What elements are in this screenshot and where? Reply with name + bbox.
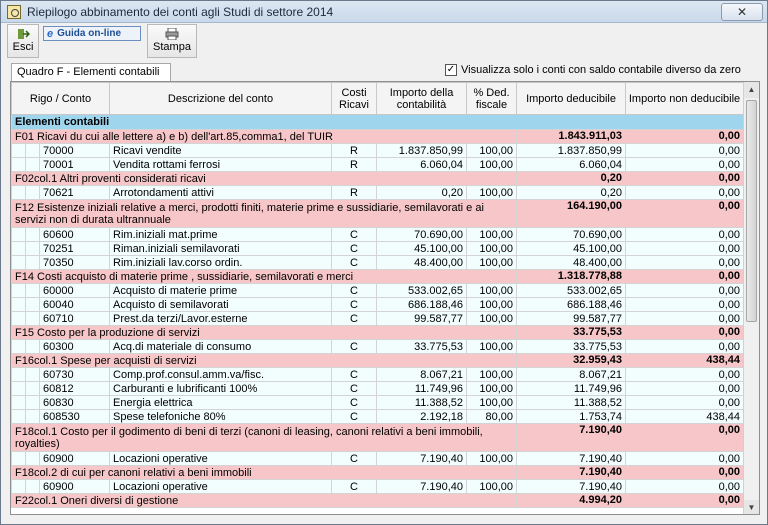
ded-fiscale-pct: 100,00 xyxy=(467,452,517,466)
stampa-label: Stampa xyxy=(153,41,191,53)
account-code: 70621 xyxy=(40,186,110,200)
stampa-button[interactable] xyxy=(147,24,197,58)
importo-deducibile: 70.690,00 xyxy=(517,228,626,242)
importo-contabilita: 7.190,40 xyxy=(377,452,467,466)
account-code: 608530 xyxy=(40,410,110,424)
importo-non-deducibile: 0,00 xyxy=(626,228,744,242)
costi-ricavi-flag: C xyxy=(332,410,377,424)
group-description: F12 Esistenze iniziali relative a merci, prodotti finiti, materie prime e sussidiarie, semilavorati e ai servizi non di durata ultrannuale xyxy=(12,200,517,228)
scroll-thumb[interactable] xyxy=(746,100,757,322)
account-name: Riman.iniziali semilavorati xyxy=(110,242,332,256)
importo-contabilita: 7.190,40 xyxy=(377,480,467,494)
indent-cell xyxy=(26,340,40,354)
importo-deducibile: 11.749,96 xyxy=(517,382,626,396)
account-name: Rim.iniziali lav.corso ordin. xyxy=(110,256,332,270)
costi-ricavi-flag: C xyxy=(332,382,377,396)
importo-deducibile: 33.775,53 xyxy=(517,340,626,354)
close-button[interactable]: ✕ xyxy=(721,3,763,21)
ded-fiscale-pct: 100,00 xyxy=(467,368,517,382)
group-deducibile: 1.318.778,88 xyxy=(517,270,626,284)
group-deducibile: 164.190,00 xyxy=(517,200,626,228)
ded-fiscale-pct: 80,00 xyxy=(467,410,517,424)
group-row[interactable] xyxy=(12,354,744,368)
account-name: Acquisto di semilavorati xyxy=(110,298,332,312)
account-row[interactable] xyxy=(12,186,744,200)
group-row[interactable] xyxy=(12,270,744,284)
group-row[interactable] xyxy=(12,326,744,340)
costi-ricavi-flag: C xyxy=(332,452,377,466)
indent-cell xyxy=(26,144,40,158)
importo-non-deducibile: 0,00 xyxy=(626,284,744,298)
account-name: Acq.di materiale di consumo xyxy=(110,340,332,354)
ded-fiscale-pct: 100,00 xyxy=(467,340,517,354)
account-code: 70001 xyxy=(40,158,110,172)
costi-ricavi-flag: C xyxy=(332,368,377,382)
indent-cell xyxy=(26,284,40,298)
indent-cell xyxy=(12,256,26,270)
account-code: 70251 xyxy=(40,242,110,256)
account-code: 60040 xyxy=(40,298,110,312)
group-description: F18col.2 di cui per canoni relativi a beni immobili xyxy=(12,466,517,480)
importo-non-deducibile: 0,00 xyxy=(626,312,744,326)
group-non-deducibile: 0,00 xyxy=(626,200,744,228)
importo-non-deducibile: 0,00 xyxy=(626,382,744,396)
indent-cell xyxy=(26,410,40,424)
account-code: 60900 xyxy=(40,452,110,466)
importo-non-deducibile: 0,00 xyxy=(626,396,744,410)
ded-fiscale-pct: 100,00 xyxy=(467,242,517,256)
indent-cell xyxy=(12,284,26,298)
importo-deducibile: 1.753,74 xyxy=(517,410,626,424)
importo-non-deducibile: 0,00 xyxy=(626,298,744,312)
costi-ricavi-flag: C xyxy=(332,396,377,410)
group-row[interactable] xyxy=(12,130,744,144)
account-code: 70350 xyxy=(40,256,110,270)
accounts-table xyxy=(11,82,744,508)
account-name: Ricavi vendite xyxy=(110,144,332,158)
ded-fiscale-pct: 100,00 xyxy=(467,256,517,270)
account-row[interactable] xyxy=(12,256,744,270)
esci-label: Esci xyxy=(12,41,34,53)
account-name: Locazioni operative xyxy=(110,452,332,466)
account-name: Spese telefoniche 80% xyxy=(110,410,332,424)
costi-ricavi-flag: C xyxy=(332,312,377,326)
account-name: Energia elettrica xyxy=(110,396,332,410)
indent-cell xyxy=(26,158,40,172)
account-code: 60900 xyxy=(40,480,110,494)
importo-contabilita: 70.690,00 xyxy=(377,228,467,242)
importo-deducibile: 7.190,40 xyxy=(517,452,626,466)
importo-non-deducibile: 0,00 xyxy=(626,452,744,466)
group-deducibile: 7.190,40 xyxy=(517,466,626,480)
importo-deducibile: 8.067,21 xyxy=(517,368,626,382)
group-non-deducibile: 0,00 xyxy=(626,326,744,340)
importo-non-deducibile: 0,00 xyxy=(626,186,744,200)
indent-cell xyxy=(12,340,26,354)
indent-cell xyxy=(26,312,40,326)
costi-ricavi-flag: R xyxy=(332,144,377,158)
importo-non-deducibile: 0,00 xyxy=(626,256,744,270)
vertical-scrollbar[interactable] xyxy=(743,82,759,515)
indent-cell xyxy=(12,186,26,200)
ded-fiscale-pct: 100,00 xyxy=(467,228,517,242)
accounts-grid xyxy=(10,81,760,515)
indent-cell xyxy=(26,298,40,312)
importo-contabilita: 45.100,00 xyxy=(377,242,467,256)
indent-cell xyxy=(26,228,40,242)
costi-ricavi-flag: C xyxy=(332,284,377,298)
importo-non-deducibile: 0,00 xyxy=(626,242,744,256)
saldo-checkbox[interactable]: ✓ xyxy=(446,64,456,75)
group-non-deducibile: 0,00 xyxy=(626,494,744,508)
group-deducibile: 0,20 xyxy=(517,172,626,186)
account-row[interactable] xyxy=(12,368,744,382)
group-description: F22col.1 Oneri diversi di gestione xyxy=(12,494,517,508)
group-row[interactable] xyxy=(12,466,744,480)
toolbar xyxy=(1,24,767,62)
account-row[interactable] xyxy=(12,396,744,410)
importo-non-deducibile: 0,00 xyxy=(626,144,744,158)
importo-deducibile: 11.388,52 xyxy=(517,396,626,410)
ded-fiscale-pct: 100,00 xyxy=(467,382,517,396)
group-row[interactable] xyxy=(12,172,744,186)
importo-deducibile: 45.100,00 xyxy=(517,242,626,256)
ded-fiscale-pct: 100,00 xyxy=(467,186,517,200)
account-row[interactable] xyxy=(12,340,744,354)
esci-button[interactable] xyxy=(7,24,39,58)
account-code: 60600 xyxy=(40,228,110,242)
ded-fiscale-pct: 100,00 xyxy=(467,144,517,158)
importo-non-deducibile: 0,00 xyxy=(626,480,744,494)
importo-contabilita: 0,20 xyxy=(377,186,467,200)
costi-ricavi-flag: C xyxy=(332,340,377,354)
indent-cell xyxy=(26,368,40,382)
indent-cell xyxy=(12,410,26,424)
costi-ricavi-flag: C xyxy=(332,298,377,312)
exit-icon xyxy=(16,28,30,40)
col-header-rigo[interactable]: Rigo / Conto xyxy=(12,83,110,115)
group-description: F16col.1 Spese per acquisti di servizi xyxy=(12,354,517,368)
indent-cell xyxy=(12,396,26,410)
importo-non-deducibile: 438,44 xyxy=(626,410,744,424)
group-non-deducibile: 0,00 xyxy=(626,130,744,144)
group-deducibile: 4.994,20 xyxy=(517,494,626,508)
group-description: F15 Costo per la produzione di servizi xyxy=(12,326,517,340)
ded-fiscale-pct: 100,00 xyxy=(467,298,517,312)
account-name: Vendita rottami ferrosi xyxy=(110,158,332,172)
importo-deducibile: 0,20 xyxy=(517,186,626,200)
account-row[interactable] xyxy=(12,382,744,396)
group-non-deducibile: 0,00 xyxy=(626,270,744,284)
importo-non-deducibile: 0,00 xyxy=(626,368,744,382)
indent-cell xyxy=(12,242,26,256)
group-description: F18col.1 Costo per il godimento di beni di terzi (canoni di leasing, canoni relativi a beni immobili, royalties) xyxy=(12,424,517,452)
section-label: Elementi contabili xyxy=(12,115,744,130)
importo-deducibile: 7.190,40 xyxy=(517,480,626,494)
account-code: 60730 xyxy=(40,368,110,382)
indent-cell xyxy=(26,452,40,466)
group-description: F02col.1 Altri proventi considerati ricavi xyxy=(12,172,517,186)
ded-fiscale-pct: 100,00 xyxy=(467,396,517,410)
window-title: Riepilogo abbinamento dei conti agli Studi di settore 2014 xyxy=(27,4,334,19)
group-non-deducibile: 438,44 xyxy=(626,354,744,368)
saldo-filter-label: Visualizza solo i conti con saldo contabile diverso da zero xyxy=(461,64,741,76)
account-row[interactable] xyxy=(12,480,744,494)
importo-deducibile: 686.188,46 xyxy=(517,298,626,312)
title-bar xyxy=(1,1,767,23)
group-row[interactable] xyxy=(12,200,744,228)
col-header-deducibile[interactable]: Importo deducibile xyxy=(517,83,626,115)
importo-contabilita: 48.400,00 xyxy=(377,256,467,270)
account-row[interactable] xyxy=(12,452,744,466)
importo-contabilita: 33.775,53 xyxy=(377,340,467,354)
indent-cell xyxy=(12,480,26,494)
account-row[interactable] xyxy=(12,242,744,256)
indent-cell xyxy=(26,256,40,270)
indent-cell xyxy=(26,186,40,200)
importo-contabilita: 11.749,96 xyxy=(377,382,467,396)
account-name: Acquisto di materie prime xyxy=(110,284,332,298)
importo-contabilita: 8.067,21 xyxy=(377,368,467,382)
account-row[interactable] xyxy=(12,312,744,326)
account-row[interactable] xyxy=(12,410,744,424)
costi-ricavi-flag: C xyxy=(332,242,377,256)
account-name: Arrotondamenti attivi xyxy=(110,186,332,200)
costi-ricavi-flag: R xyxy=(332,186,377,200)
importo-deducibile: 6.060,04 xyxy=(517,158,626,172)
ded-fiscale-pct: 100,00 xyxy=(467,480,517,494)
importo-contabilita: 99.587,77 xyxy=(377,312,467,326)
ded-fiscale-pct: 100,00 xyxy=(467,284,517,298)
indent-cell xyxy=(12,298,26,312)
tab-quadro-f[interactable]: Quadro F - Elementi contabili xyxy=(11,63,171,81)
col-header-importo[interactable]: Importo della contabilità xyxy=(377,83,467,115)
indent-cell xyxy=(26,396,40,410)
group-row[interactable] xyxy=(12,424,744,452)
col-header-costi-ricavi[interactable]: Costi Ricavi xyxy=(332,83,377,115)
group-description: F14 Costi acquisto di materie prime , sussidiarie, semilavorati e merci xyxy=(12,270,517,284)
importo-contabilita: 533.002,65 xyxy=(377,284,467,298)
col-header-ded-fiscale[interactable]: % Ded. fiscale xyxy=(467,83,517,115)
group-deducibile: 7.190,40 xyxy=(517,424,626,452)
indent-cell xyxy=(12,228,26,242)
browser-icon: e xyxy=(47,27,54,40)
group-deducibile: 32.959,43 xyxy=(517,354,626,368)
scroll-up-arrow-icon[interactable]: ▲ xyxy=(744,82,759,98)
indent-cell xyxy=(12,144,26,158)
account-row[interactable] xyxy=(12,228,744,242)
importo-contabilita: 2.192,18 xyxy=(377,410,467,424)
costi-ricavi-flag: C xyxy=(332,480,377,494)
indent-cell xyxy=(26,382,40,396)
account-row[interactable] xyxy=(12,144,744,158)
importo-contabilita: 11.388,52 xyxy=(377,396,467,410)
ded-fiscale-pct: 100,00 xyxy=(467,158,517,172)
guida-online-button[interactable] xyxy=(43,26,141,41)
account-code: 60830 xyxy=(40,396,110,410)
account-name: Comp.prof.consul.amm.va/fisc. xyxy=(110,368,332,382)
account-code: 70000 xyxy=(40,144,110,158)
guida-label: Guida on-line xyxy=(57,28,122,39)
group-non-deducibile: 0,00 xyxy=(626,424,744,452)
account-name: Rim.iniziali mat.prime xyxy=(110,228,332,242)
indent-cell xyxy=(12,382,26,396)
importo-deducibile: 533.002,65 xyxy=(517,284,626,298)
account-name: Prest.da terzi/Lavor.esterne xyxy=(110,312,332,326)
group-deducibile: 1.843.911,03 xyxy=(517,130,626,144)
importo-deducibile: 1.837.850,99 xyxy=(517,144,626,158)
account-code: 60300 xyxy=(40,340,110,354)
section-row[interactable] xyxy=(12,115,744,130)
indent-cell xyxy=(12,452,26,466)
printer-icon xyxy=(165,28,179,40)
ded-fiscale-pct: 100,00 xyxy=(467,312,517,326)
account-code: 60812 xyxy=(40,382,110,396)
indent-cell xyxy=(12,312,26,326)
saldo-filter[interactable] xyxy=(445,64,741,76)
importo-deducibile: 99.587,77 xyxy=(517,312,626,326)
costi-ricavi-flag: C xyxy=(332,228,377,242)
importo-contabilita: 6.060,04 xyxy=(377,158,467,172)
importo-contabilita: 1.837.850,99 xyxy=(377,144,467,158)
group-description: F01 Ricavi du cui alle lettere a) e b) dell'art.85,comma1, del TUIR xyxy=(12,130,517,144)
group-row[interactable] xyxy=(12,494,744,508)
account-row[interactable] xyxy=(12,284,744,298)
account-name: Carburanti e lubrificanti 100% xyxy=(110,382,332,396)
importo-deducibile: 48.400,00 xyxy=(517,256,626,270)
app-icon xyxy=(7,5,21,19)
account-code: 60710 xyxy=(40,312,110,326)
col-header-non-deducibile[interactable]: Importo non deducibile xyxy=(626,83,744,115)
indent-cell xyxy=(26,242,40,256)
account-name: Locazioni operative xyxy=(110,480,332,494)
indent-cell xyxy=(26,480,40,494)
scroll-down-arrow-icon[interactable]: ▼ xyxy=(744,500,759,515)
indent-cell xyxy=(12,158,26,172)
costi-ricavi-flag: R xyxy=(332,158,377,172)
costi-ricavi-flag: C xyxy=(332,256,377,270)
group-non-deducibile: 0,00 xyxy=(626,172,744,186)
indent-cell xyxy=(12,368,26,382)
col-header-descrizione[interactable]: Descrizione del conto xyxy=(110,83,332,115)
importo-contabilita: 686.188,46 xyxy=(377,298,467,312)
group-non-deducibile: 0,00 xyxy=(626,466,744,480)
account-row[interactable] xyxy=(12,298,744,312)
account-row[interactable] xyxy=(12,158,744,172)
account-code: 60000 xyxy=(40,284,110,298)
group-deducibile: 33.775,53 xyxy=(517,326,626,340)
importo-non-deducibile: 0,00 xyxy=(626,158,744,172)
importo-non-deducibile: 0,00 xyxy=(626,340,744,354)
